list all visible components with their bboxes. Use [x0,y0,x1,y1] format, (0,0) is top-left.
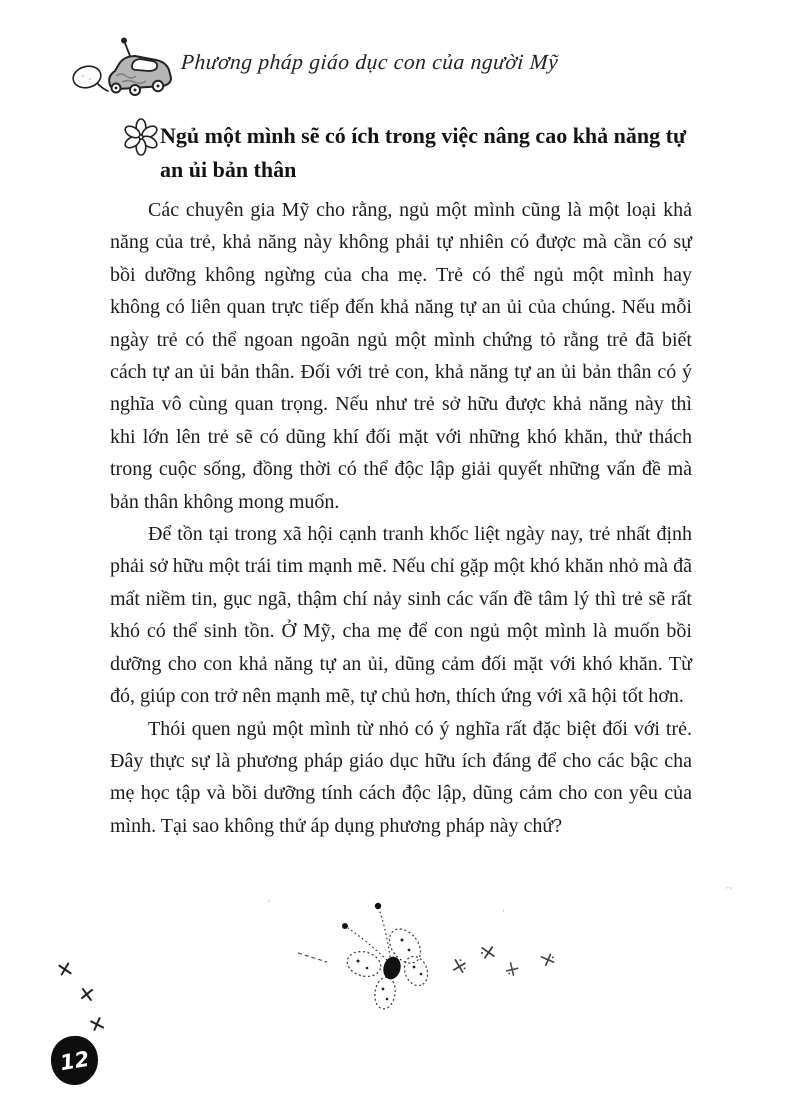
sparkle-icon [501,958,523,980]
x-mark-icon [78,985,97,1004]
stray-mark: ~ [725,879,734,896]
page-number-badge [49,1034,100,1087]
x-mark-icon [56,960,74,978]
body-text [110,194,692,842]
x-mark-icon [87,1014,107,1034]
body-paragraph: Để tồn tại trong xã hội cạnh tranh khốc liệt ngày nay, trẻ nhất định phải sở hữu một trái tim mạnh mẽ. Nếu chỉ gặp một khó khăn nhỏ mà đã mất niềm tin, gục ngã, thậm chí nảy sinh các vấn đề tâm lý thì trẻ sẽ rất khó có thể sinh tồn. Ở Mỹ, cha mẹ để con ngủ một mình là muốn bồi dưỡng cho con khả năng tự an ủi, dũng cảm đối mặt với khó khăn. Từ đó, giúp con trở nên mạnh mẽ, tự chủ hơn, thích ứng với xã hội tốt hơn. [110,523,692,708]
body-paragraph: Các chuyên gia Mỹ cho rằng, ngủ một mình cũng là một loại khả năng của trẻ, khả năng này không phải tự nhiên có được mà cần có sự bồi dưỡng không ngừng của cha mẹ. Trẻ có thể ngủ một mình hay không có liên quan trực tiếp đến khả năng tự an ủi của chúng. Nếu mỗi ngày trẻ có thể ngoan ngoãn ngủ một mình chứng tỏ rằng trẻ đã biết cách tự an ủi bản thân. Đối với trẻ con, khả năng tự an ủi bản thân có ý nghĩa vô cùng quan trọng. Nếu như trẻ sở hữu được khả năng này thì khi lớn lên trẻ sẽ có dũng khí đối mặt với những khó khăn, thử thách trong cuộc sống, đồng thời có thể độc lập giải quyết những vấn đề mà bản thân không mong muốn. [110,199,692,513]
butterfly-icon [290,893,460,1011]
page-number: 12 [58,1046,91,1075]
stray-mark: ' [265,898,271,910]
sparkle-icon [536,948,558,970]
flower-icon [123,117,159,157]
sparkle-icon [478,942,499,963]
toy-car-icon [70,34,176,98]
stray-mark: ' [501,907,505,921]
chapter-heading: Ngủ một mình sẽ có ích trong việc nâng cao khả năng tự an ủi bản thân [160,123,687,182]
book-title: Phương pháp giáo dục con của người Mỹ [180,50,560,74]
body-paragraph: Thói quen ngủ một mình từ nhỏ có ý nghĩa rất đặc biệt đối với trẻ. Đây thực sự là phương pháp giáo dục hữu ích đáng để cho các bậc cha mẹ học tập và bồi dưỡng tính cách độc lập, dũng cảm cho con yêu của mình. Tại sao không thử áp dụng phương pháp này chứ? [110,717,692,837]
